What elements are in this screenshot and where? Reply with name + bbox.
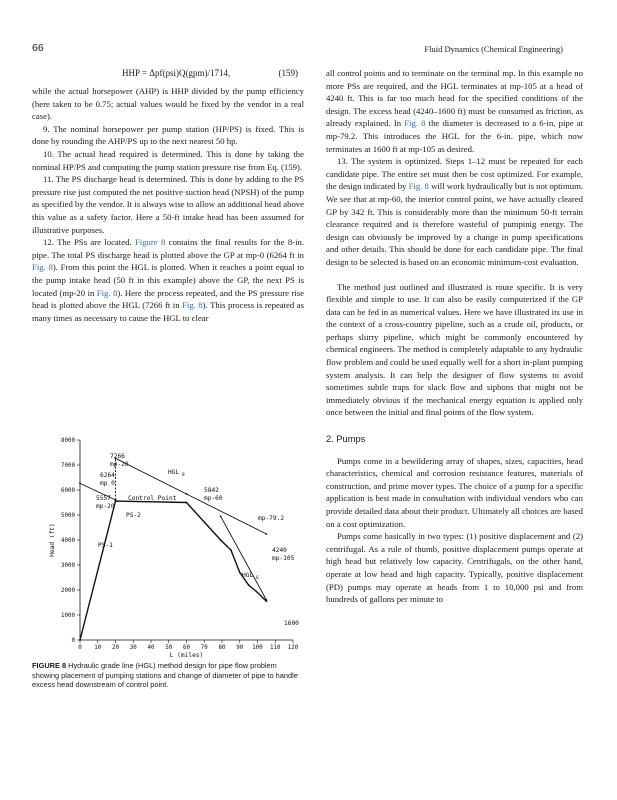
fig-8-link[interactable]: Fig. 8	[404, 118, 426, 129]
running-title: Fluid Dynamics (Chemical Engineering)	[424, 44, 563, 54]
x-tick-label: 120	[287, 645, 299, 651]
caption-label: FIGURE 8	[32, 661, 67, 670]
data-point	[257, 592, 259, 594]
left-column	[32, 67, 304, 324]
paragraph-step-9: 9. The nominal horsepower per pump station (HP/PS) is fixed. This is done by rounding the AHP/PS up to the next nearest 50 hp.	[32, 123, 304, 147]
x-tick-label: 110	[270, 645, 281, 651]
chart-annotations	[96, 453, 299, 627]
series-hgl-6in	[221, 516, 267, 600]
step-12-text-a: 12. The PSs are located.	[43, 237, 135, 248]
annotation-mp-20: mp-20	[96, 503, 115, 510]
annotation-7266: 7266	[110, 453, 125, 460]
annotation-hgl-6-sub: 6	[256, 576, 259, 581]
page-number: 66	[32, 42, 44, 54]
annotation-1600: 1600	[284, 620, 299, 627]
annotation-mp-0: mp 0	[100, 480, 115, 487]
annotation-hgl-8-sub: 8	[182, 473, 185, 478]
x-tick-label: 30	[129, 645, 137, 651]
y-tick-label: 0	[71, 638, 75, 644]
step-12-text-d: ). Here the process repeated, and the PS pressure rise head is plotted above the HGL (7266 ft in	[32, 287, 305, 311]
paragraph-ahp: while the actual horsepower (AHP) is HHP divided by the pump efficiency (here taken to be 0.75; actual values would be fixed by the vendor in a real case).	[32, 86, 304, 122]
data-point	[265, 533, 267, 535]
paragraph-continued	[326, 67, 583, 155]
x-tick-label: 20	[112, 645, 119, 651]
y-tick-label: 2000	[61, 588, 75, 594]
data-point	[115, 499, 117, 501]
annotation-6264: 6264	[100, 472, 115, 479]
equation-text: HHP = Δpf(psi)Q(gpm)/1714,	[122, 68, 231, 78]
x-tick-label: 0	[78, 645, 82, 651]
annotation-hgl-8: HGL	[168, 469, 180, 476]
data-point	[265, 599, 267, 601]
paragraph-step-10: 10. The actual head required is determined. This is done by taking the nominal HP/PS and computing the pump station pressure rise from Eq. (159).	[32, 148, 304, 172]
x-tick-label: 10	[94, 645, 102, 651]
fig-8-link[interactable]: Fig. 8	[32, 262, 53, 273]
fig-8-link[interactable]: Fig. 8	[408, 181, 429, 192]
figure-8-caption	[32, 661, 304, 690]
annotation-hgl-6: HGL	[242, 572, 254, 579]
y-tick-label: 1000	[61, 613, 75, 619]
x-tick-label: 60	[183, 645, 190, 651]
continued-text-a: all control points and to terminate on the terminal mp. In this example no more PSs are required, and the HGL terminates at mp-105 at a head of 4240 ft. This is far too much head for the specified conditions of the design. The excess head (4240–1600 ft) must be consumed as friction, as already explained. In	[326, 68, 583, 129]
step-12-text-c: ). From this point the HGL is plotted. When it reaches a point equal to the pump intake head (50 ft in this example) above the GP, the next PS is located (mp-20 in	[32, 262, 304, 298]
annotation-4240: 4240	[272, 547, 287, 554]
figure-8-link[interactable]: Figure 8	[134, 237, 166, 248]
continued-text-b: the diameter is decreased to a 6-in, pipe at mp-79.2. This introduces the HGL for the 6-in. pipe, which now terminates at 1600 ft at mp-105 as desired.	[326, 118, 584, 154]
data-point	[230, 549, 232, 551]
fig-8-link[interactable]: Fig. 8	[96, 287, 118, 298]
step-13-text-a: 13. The system is optimized. Steps 1–12 must be repeated for each candidate pipe. The entire set must then be cost optimized. For example, the design indicated by	[326, 156, 583, 192]
annotation-5557: 5557	[96, 495, 111, 502]
annotation-5842: 5842	[204, 487, 219, 494]
annotation-mp-79-2: mp-79.2	[258, 515, 285, 522]
x-tick-label: 80	[218, 645, 226, 651]
fig-8-link[interactable]: Fig. 8	[182, 300, 203, 311]
y-tick-label: 6000	[61, 488, 75, 494]
annotation-ps-2: PS-2	[126, 512, 141, 519]
annotation-ps-1: PS-1	[98, 542, 113, 549]
series-ground-profile	[80, 501, 266, 640]
y-axis-label: Head (ft)	[49, 523, 56, 557]
data-point	[79, 639, 81, 641]
x-tick-label: 50	[165, 645, 173, 651]
annotation-mp-105: mp-105	[272, 555, 295, 562]
y-tick-label: 3000	[61, 563, 75, 569]
y-tick-label: 8000	[61, 438, 75, 444]
data-point	[248, 584, 250, 586]
step-12-text-b: contains the final results for the 8-in. pipe. The total PS discharge head is plotted above the GP at mp-0 (6264 ft in	[32, 237, 305, 260]
x-tick-label: 90	[236, 645, 244, 651]
y-tick-label: 4000	[61, 538, 75, 544]
data-point	[220, 515, 222, 517]
data-point	[186, 502, 188, 504]
paragraph-step-11: 11. The PS discharge head is determined. This is done by adding to the PS pressure rise just computed the net positive suction head (NPSH) of the pump as specified by the vendor. It is always wise to allow an additional head above this value as a safety factor. Here a 50-ft intake head has been assumed for illustrative purposes.	[32, 174, 304, 235]
x-axis-label: L (miles)	[169, 652, 204, 659]
data-point	[186, 493, 188, 495]
step-12-text-e: ). This process is repeated as many times as necessary to cause the HGL to clear	[32, 300, 305, 323]
paragraph-step-13	[326, 155, 583, 268]
paragraph-method: The method just outlined and illustrated is route specific. It is very flexible and simple to use. It can also be easily computerized if the GP data can be fed in as numerical values. Here we have illustrated its use in the context of a cross-country pipeline, such as a crude oil, products, or perhaps slurry pipeline, which might be commonly encountered by chemical engineers. The method is completely adaptable to any hydraulic flow problem and could be used equally well for a short in-plant pumping system analysis. It can help the designer of flow systems to avoid sometimes subtle traps for slack flow and siphons that might not be immediately obvious if the mechanical energy equation is applied only once between the initial and final points of the flow system.	[326, 281, 583, 418]
data-point	[239, 572, 241, 574]
annotation-control-point: Control Point	[128, 495, 177, 502]
section-title-pumps: 2. Pumps	[326, 434, 366, 445]
x-tick-label: 70	[200, 645, 208, 651]
y-tick-label: 7000	[61, 463, 75, 469]
right-column	[326, 67, 583, 606]
equation-number: (159)	[278, 68, 298, 78]
paragraph-pumps-intro: Pumps come in a bewildering array of shapes, sizes, capacities, head characteristics, chemical and corrosion resistance features, materials of construction, and prime mover types. The choice of a pump for a specific application is best made in consultation with individual vendors who can provide detailed data about their product. Ultimately all choices are based on a cost optimization.	[326, 455, 583, 529]
paragraph-step-12	[32, 236, 304, 324]
step-13-text-b: will work hydraulically but is not optimum. We see that at mp-60, the interior control point, we have actually cleared GP by 342 ft. This is considerably more than the minimum 50-ft terrain clearance required and is therefore wasteful of pumpinig energy. The design can obviously be improved by a change in pump specifications and other details. This should be done for each candidate pipe. The final design to be selected is based on an economic minimum-cost evaluation.	[326, 181, 584, 267]
y-tick-label: 5000	[61, 513, 75, 519]
equation-159	[32, 67, 304, 81]
x-tick-label: 40	[147, 645, 155, 651]
annotation-mp-20-top: mp-20	[110, 461, 129, 468]
figure-8-chart	[32, 432, 302, 659]
data-point	[79, 483, 81, 485]
caption-text: Hydraulic grade line (HGL) method design for pipe flow problem showing placement of pumping stations and change of diameter of pipe to handle excess head downstream of control point.	[32, 661, 298, 690]
annotation-mp-60: mp-60	[204, 495, 223, 502]
data-point	[220, 539, 222, 541]
paragraph-pump-types: Pumps come basically in two types: (1) positive displacement and (2) centrifugal. As a rule of thumb, positive displacement pumps operate at high head but relatively low capacity. Centrifugals, on the other hand, operate at low head and high capacity. Typically, positive displacement (PD) pumps may operate at heads from 1 to 10,000 psi and from hundreds of gallons per minute to	[326, 531, 583, 605]
x-tick-label: 100	[252, 645, 263, 651]
